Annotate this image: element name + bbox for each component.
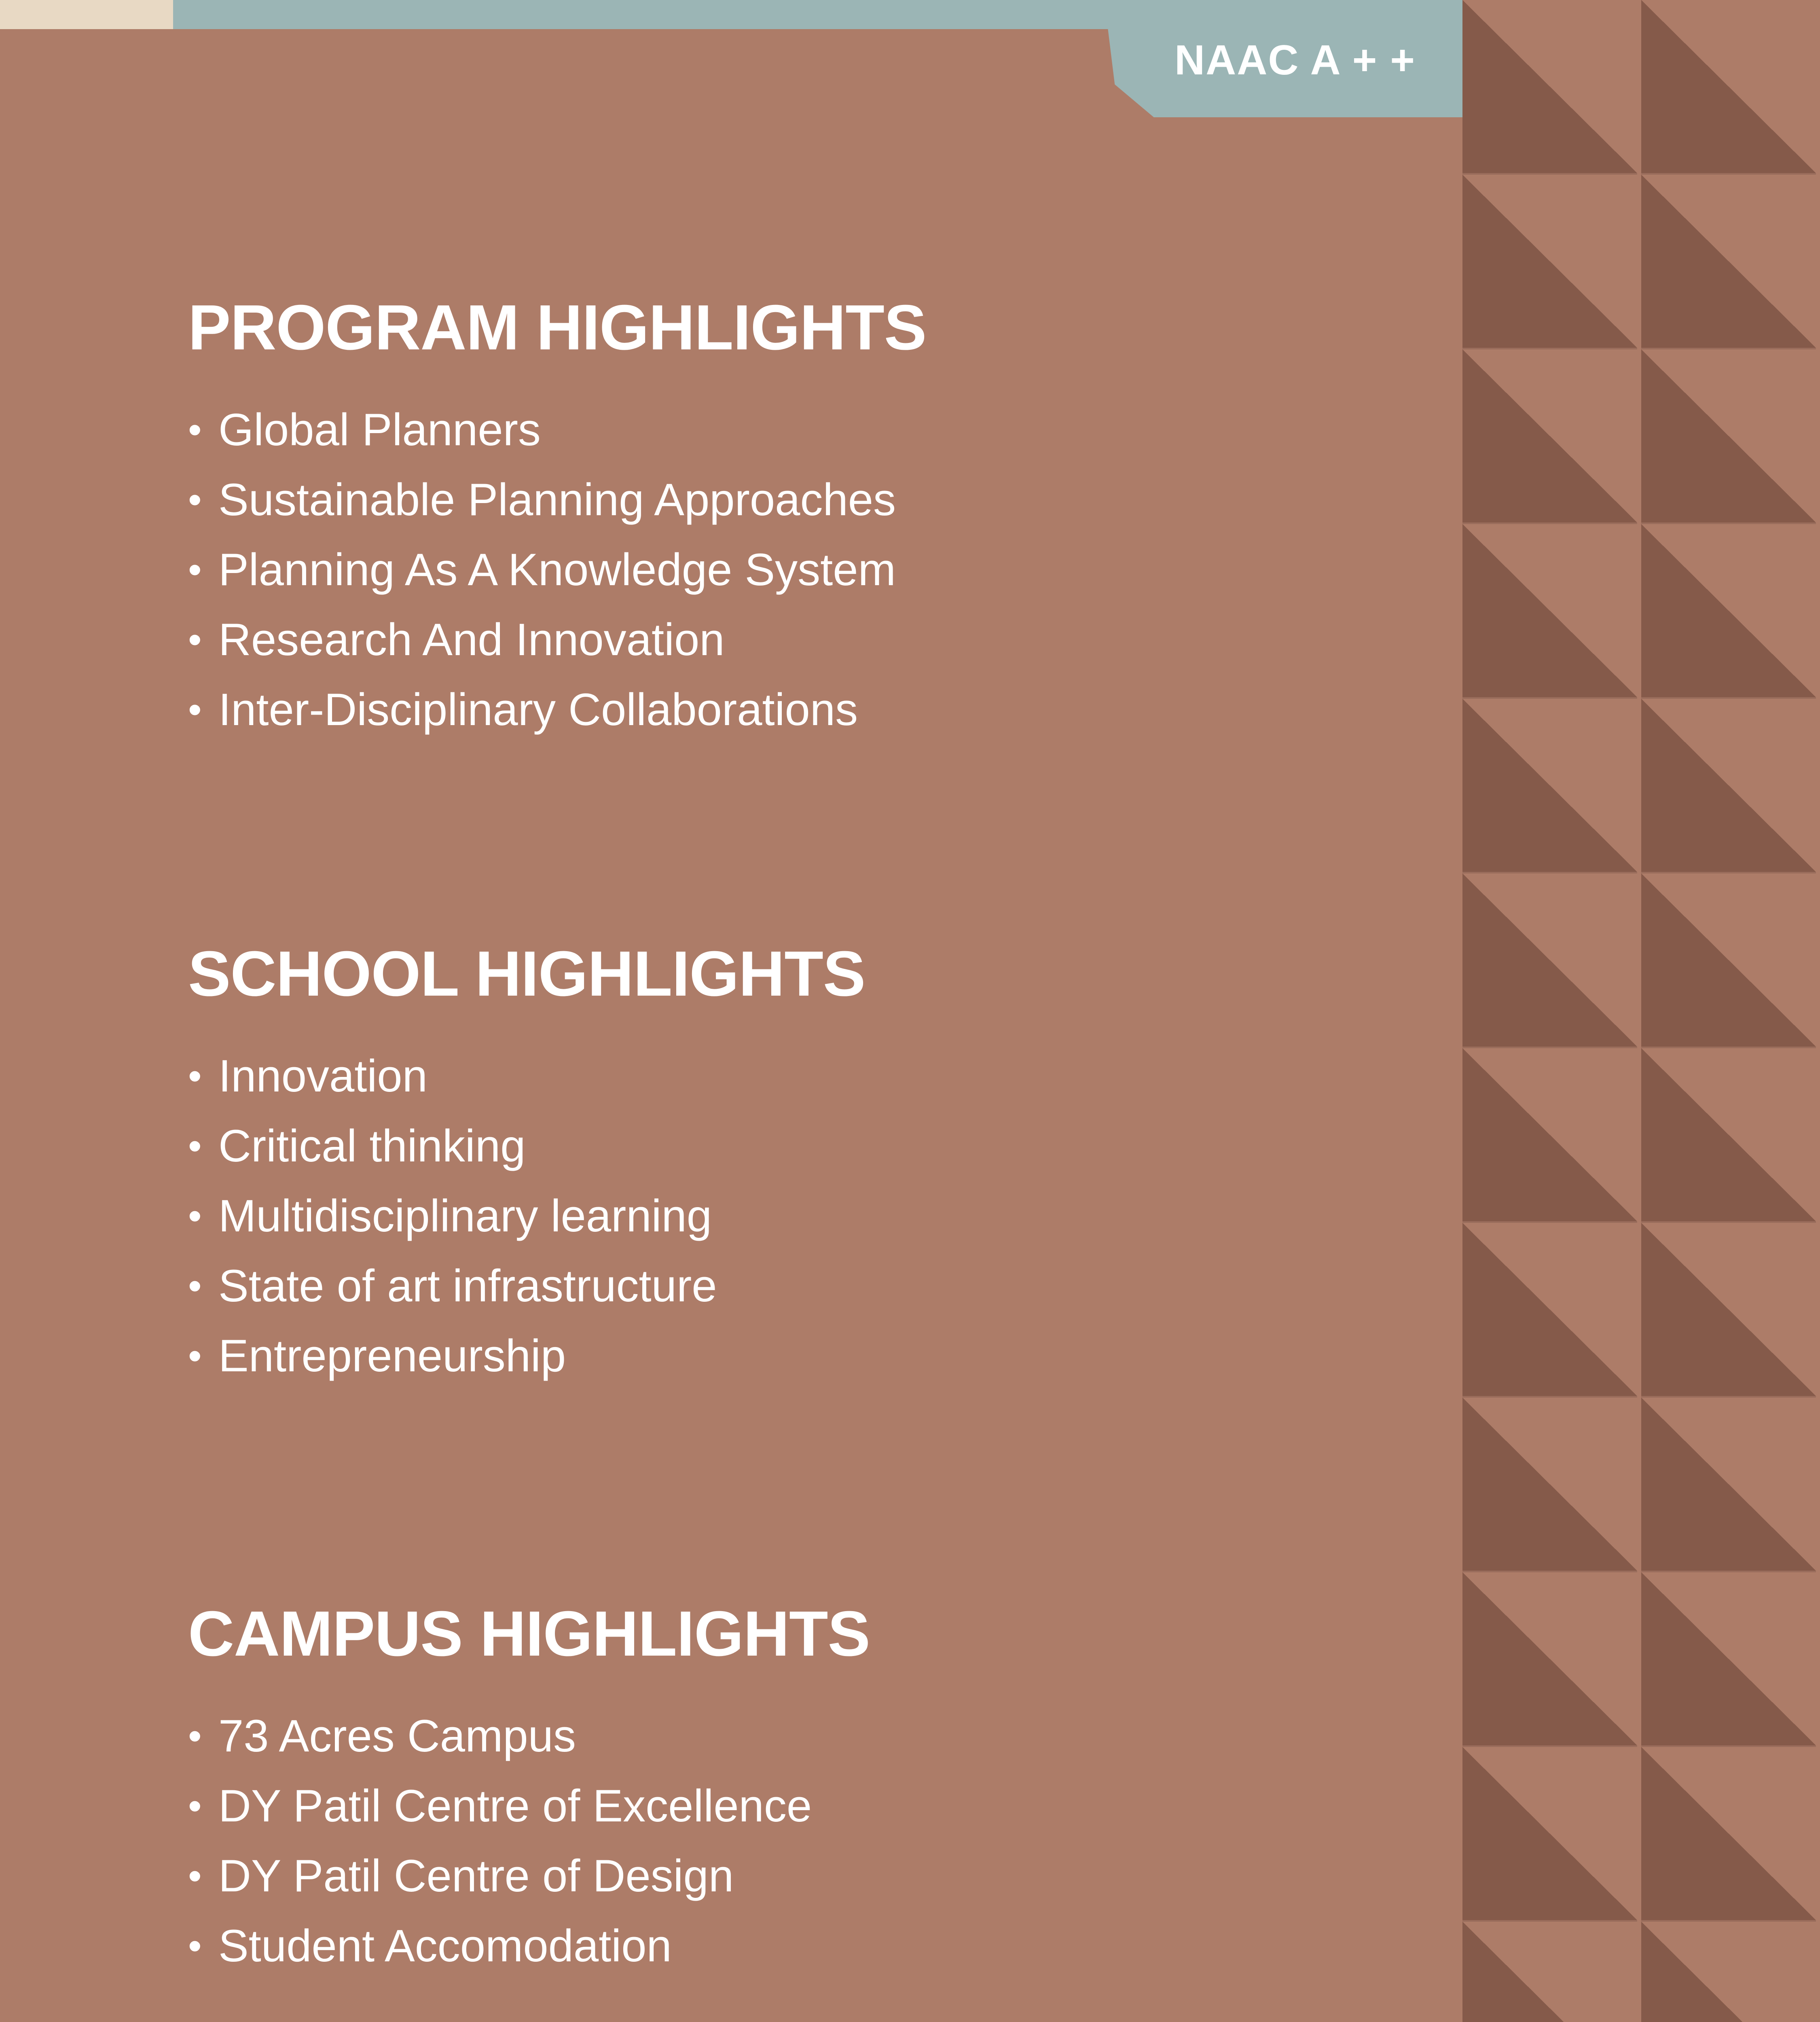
list-item: • Sustainable Planning Approaches bbox=[188, 465, 1401, 535]
school-highlights-section bbox=[188, 937, 1401, 1391]
list-item: • Student Accomodation bbox=[188, 1911, 1401, 1981]
school-highlights-list bbox=[188, 1041, 1401, 1391]
pattern-triangle bbox=[1641, 524, 1816, 699]
pattern-triangle bbox=[1641, 1223, 1816, 1398]
pattern-triangle bbox=[1462, 175, 1637, 349]
pattern-triangle bbox=[1641, 874, 1816, 1048]
pattern-triangle bbox=[1641, 1922, 1816, 2022]
list-item: • DY Patil Centre of Excellence bbox=[188, 1771, 1401, 1841]
pattern-triangle bbox=[1641, 1572, 1816, 1747]
list-item: • Global Planners bbox=[188, 395, 1401, 465]
campus-highlights-title: CAMPUS HIGHLIGHTS bbox=[188, 1598, 870, 1669]
pattern-triangle bbox=[1462, 1747, 1637, 1922]
list-item: • Innovation bbox=[188, 1041, 1401, 1111]
accreditation-label: NAAC A + + bbox=[1175, 37, 1416, 84]
pattern-triangle bbox=[1641, 0, 1816, 175]
pattern-triangle bbox=[1641, 175, 1816, 349]
pattern-triangle bbox=[1462, 1922, 1637, 2022]
pattern-triangle bbox=[1462, 349, 1637, 524]
list-item: • Multidisciplinary learning bbox=[188, 1181, 1401, 1251]
program-highlights-list bbox=[188, 395, 1401, 745]
list-item: • Entrepreneurship bbox=[188, 1321, 1401, 1391]
list-item: • Inter-Disciplinary Collaborations bbox=[188, 675, 1401, 745]
pattern-triangle bbox=[1462, 1048, 1637, 1223]
top-accent-strip bbox=[0, 0, 173, 29]
list-item: • Planning As A Knowledge System bbox=[188, 535, 1401, 605]
list-item: • 73 Acres Campus bbox=[188, 1701, 1401, 1771]
pattern-triangle bbox=[1641, 699, 1816, 874]
pattern-triangle bbox=[1462, 699, 1637, 874]
program-highlights-section bbox=[188, 291, 1401, 745]
pattern-triangle bbox=[1462, 0, 1637, 175]
triangle-pattern bbox=[1462, 0, 1820, 2022]
pattern-triangle bbox=[1641, 349, 1816, 524]
pattern-triangle bbox=[1641, 1048, 1816, 1223]
list-item: • Critical thinking bbox=[188, 1111, 1401, 1181]
pattern-triangle bbox=[1641, 1747, 1816, 1922]
list-item: • Research And Innovation bbox=[188, 605, 1401, 675]
program-highlights-title: PROGRAM HIGHLIGHTS bbox=[188, 292, 927, 363]
campus-highlights-section bbox=[188, 1597, 1401, 1981]
pattern-triangle bbox=[1641, 1398, 1816, 1572]
pattern-triangle bbox=[1462, 874, 1637, 1048]
campus-highlights-list bbox=[188, 1701, 1401, 1981]
pattern-triangle bbox=[1462, 1398, 1637, 1572]
list-item: • DY Patil Centre of Design bbox=[188, 1841, 1401, 1911]
pattern-triangle bbox=[1462, 1572, 1637, 1747]
list-item: • State of art infrastructure bbox=[188, 1251, 1401, 1321]
school-highlights-title: SCHOOL HIGHLIGHTS bbox=[188, 938, 866, 1009]
pattern-triangle bbox=[1462, 524, 1637, 699]
pattern-triangle bbox=[1462, 1223, 1637, 1398]
